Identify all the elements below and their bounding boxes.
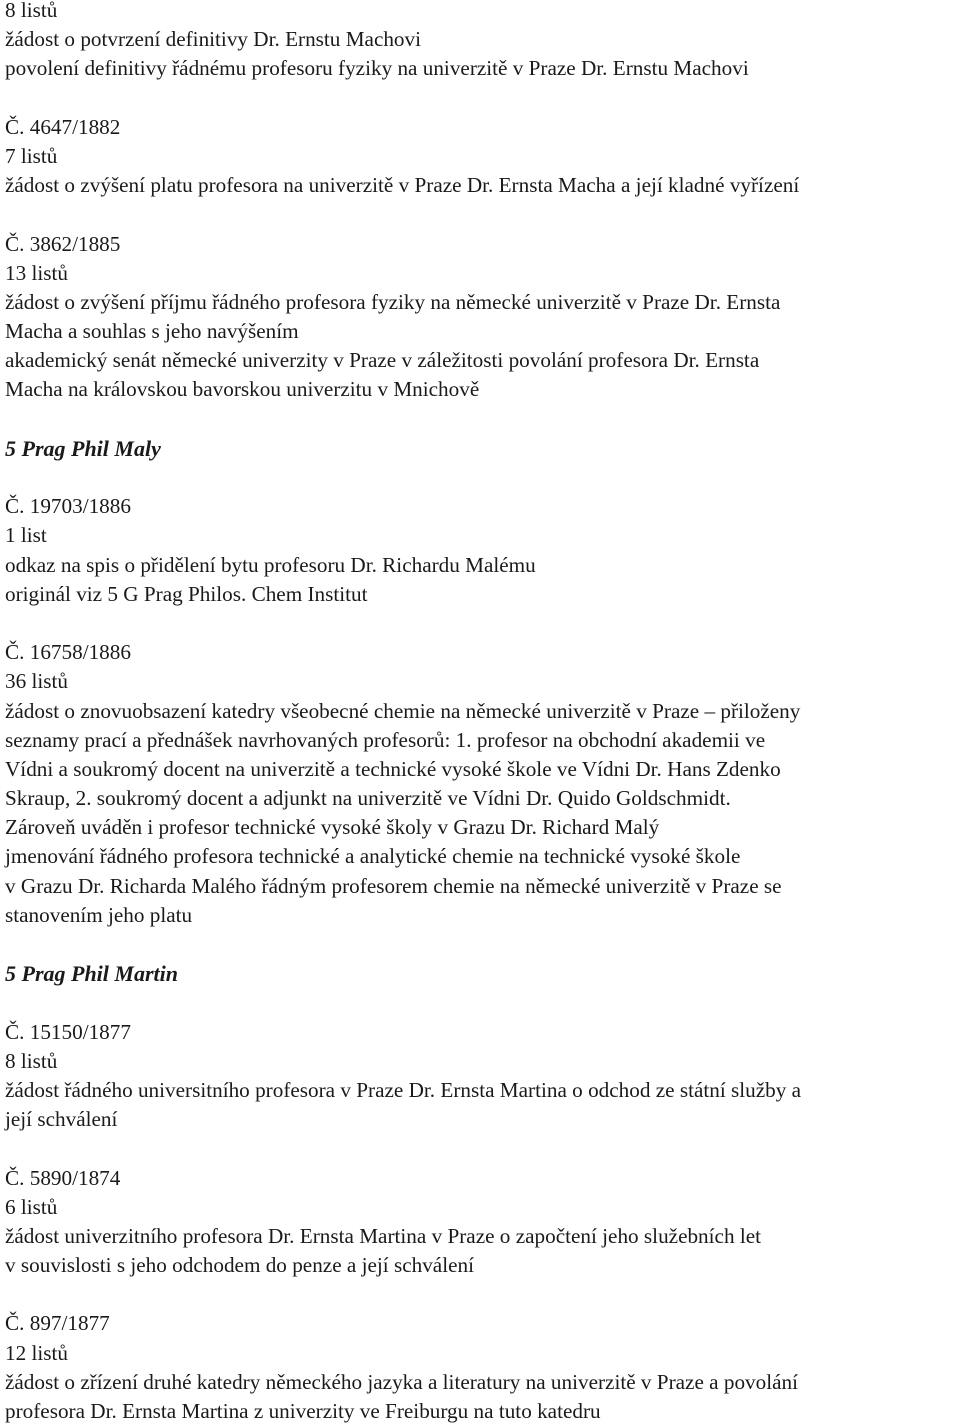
entry-number: Č. 5890/1874 (5, 1165, 121, 1190)
spacer (5, 200, 955, 229)
entry-sheet-count: 8 listů (5, 0, 58, 22)
entry-sheet-count: 1 list (5, 523, 47, 548)
entry-number: Č. 3862/1885 (5, 231, 121, 256)
entry-description-line: profesora Dr. Ernsta Martina z univerzity ve Freiburgu na tuto katedru (5, 1399, 601, 1423)
spacer (5, 609, 955, 638)
entry-sheet-count: 6 listů (5, 1194, 58, 1219)
section-heading: 5 Prag Phil Martin (5, 961, 178, 987)
entry-description-line: žádost řádného universitního profesora v Praze Dr. Ernsta Martina o odchod ze státní služby a (5, 1077, 802, 1102)
entry-description-line: jmenování řádného profesora technické a analytické chemie na technické vysoké škole (5, 844, 741, 869)
entry-description-line: žádost univerzitního profesora Dr. Ernsta Martina v Praze o započtení jeho služebních let (5, 1223, 762, 1248)
entry-description-line: Macha a souhlas s jeho navýšením (5, 319, 299, 344)
entry-description-line: Zároveň uváděn i profesor technické vysoké školy v Grazu Dr. Richard Malý (5, 815, 660, 840)
entry-sheet-count: 12 listů (5, 1340, 68, 1365)
entry-description-line: Macha na královskou bavorskou univerzitu v Mnichově (5, 377, 480, 402)
entry-description-line: žádost o zvýšení platu profesora na univerzitě v Praze Dr. Ernsta Macha a její kladné vyřízení (5, 173, 800, 198)
entry-number: Č. 897/1877 (5, 1311, 110, 1336)
entry-number: Č. 4647/1882 (5, 114, 121, 139)
entry-description-line: Skraup, 2. soukromý docent a adjunkt na univerzitě ve Vídni Dr. Quido Goldschmidt. (5, 786, 731, 811)
entry-description-line: originál viz 5 G Prag Philos. Chem Institut (5, 581, 368, 606)
spacer (5, 1134, 955, 1163)
entry-sheet-count: 13 listů (5, 260, 68, 285)
entry-description-line: akademický senát německé univerzity v Praze v záležitosti povolání profesora Dr. Ernsta (5, 348, 760, 373)
entry-description-line: v souvislosti s jeho odchodem do penze a její schválení (5, 1253, 474, 1278)
entry-number: Č. 16758/1886 (5, 640, 131, 665)
entry-description-line: žádost o zřízení druhé katedry německého jazyka a literatury na univerzitě v Praze a povolání (5, 1369, 799, 1394)
entry-description-line: v Grazu Dr. Richarda Malého řádným profesorem chemie na německé univerzitě v Praze se (5, 873, 782, 898)
spacer (5, 988, 955, 1017)
document-page (5, 0, 955, 1426)
spacer (5, 1280, 955, 1309)
spacer (5, 463, 955, 492)
entry-description-line: žádost o potvrzení definitivy Dr. Ernstu Machovi (5, 27, 422, 52)
spacer (5, 405, 955, 434)
spacer (5, 84, 955, 113)
entry-description-line: žádost o znovuobsazení katedry všeobecné chemie na německé univerzitě v Praze – přiloženy (5, 698, 801, 723)
entry-sheet-count: 8 listů (5, 1048, 58, 1073)
spacer (5, 930, 955, 959)
entry-number: Č. 19703/1886 (5, 494, 131, 519)
entry-description-line: povolení definitivy řádnému profesoru fyziky na univerzitě v Praze Dr. Ernstu Machovi (5, 56, 749, 81)
entry-description-line: její schválení (5, 1107, 118, 1132)
entry-sheet-count: 7 listů (5, 143, 58, 168)
section-heading: 5 Prag Phil Maly (5, 435, 161, 461)
entry-description-line: žádost o zvýšení příjmu řádného profesora fyziky na německé univerzitě v Praze Dr. Ernsta (5, 289, 781, 314)
entry-sheet-count: 36 listů (5, 669, 68, 694)
entry-description-line: Vídni a soukromý docent na univerzitě a technické vysoké škole ve Vídni Dr. Hans Zdenko (5, 756, 781, 781)
entry-description-line: odkaz na spis o přidělení bytu profesoru Dr. Richardu Malému (5, 552, 536, 577)
entry-number: Č. 15150/1877 (5, 1019, 131, 1044)
entry-description-line: seznamy prací a přednášek navrhovaných profesorů: 1. profesor na obchodní akademii ve (5, 727, 766, 752)
entry-description-line: stanovením jeho platu (5, 902, 193, 927)
